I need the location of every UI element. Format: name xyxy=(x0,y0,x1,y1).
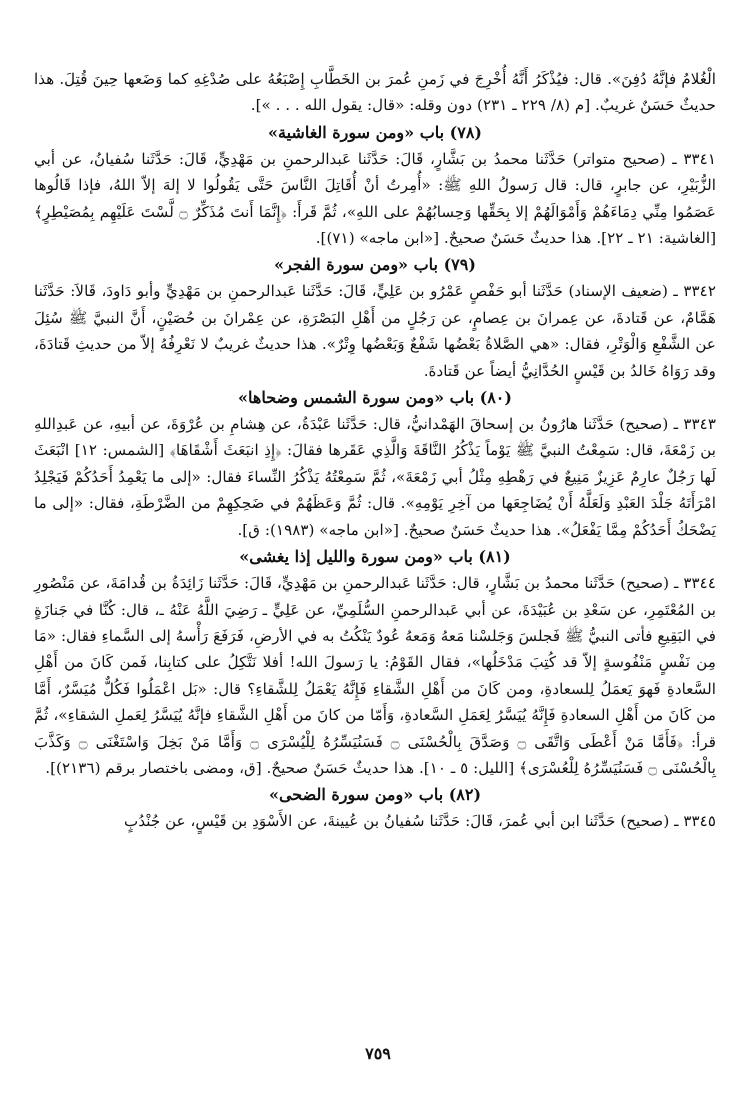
hadith-3343: ٣٣٤٣ ـ (صحيح) حَدَّثَنا هارُونُ بن إسحاقَ الهَمْدانيُّ، قال: حَدَّثَنا عَبْدَةُ، عن هِشامِ بن عُرْوَةَ، عن أبيهِ، عن عَبدِاللهِ بن زَمْعَةَ، قال: سَمِعْتُ النبيَّ ﷺ يَوْماً يَذْكُرُ النَّاقَةَ وَالَّذِي عَقَرها فقالَ: ﴿إِذِ انبَعَثَ أَشْقَاهَا﴾ [الشمس: ١٢] انْبَعَثَ لَها رَجُلٌ عارِمٌ عَزِيزٌ مَنِيعٌ في رَهْطِهِ مِثْلُ أبي زَمْعَةَ»، ثُمَّ سَمِعْتُهُ يَذْكُرُ النِّساءَ فقال: «إلى ما يَعْمِدُ أَحَدُكُمْ فَيَجْلِدُ امْرَأَتَهُ جَلْدَ العَبْدِ وَلَعَلَّهُ أَنْ يُضَاجِعَها من آخِرِ يَوْمِهِ». قال: ثُمَّ وَعَظَهُمْ في ضَحِكِهِمْ من الضَّرْطَةِ، فقال: «إلى ما يَضْحَكُ أَحَدُكُمْ مِمَّا يَفْعَلُ». هذا حديثٌ حَسَنٌ صحيحٌ. [«ابن ماجه» (١٩٨٣): ق]. xyxy=(34,415,717,539)
chapter-heading-79: (٧٩) باب «ومن سورة الفجر» xyxy=(274,255,476,275)
chapter-heading-78: (٧٨) باب «ومن سورة الغاشية» xyxy=(268,122,482,142)
hadith-3344: ٣٣٤٤ ـ (صحيح) حَدَّثَنا محمدُ بن بَشَّارٍ، قال: حَدَّثَنا عَبدالرحمنِ بن مَهْدِيٍّ، قَالَ: حَدَّثَنا زَائِدَةُ بن قُدامَةَ، عن مَنْصُورِ بن المُعْتَمِرِ، عن سَعْدِ بن عُبَيْدَةَ، عن أبي عَبدالرحمنِ السُّلَمِيِّ، عن عَلِيٍّ ـ رَضِيَ اللَّهُ عَنْهُ ـ، قال: كُنَّا في جَنازَةٍ في البَقِيعِ فأتى النبيُّ ﷺ فَجلسَ وَجَلسْنا مَعهُ وَمَعهُ عُودٌ يَنْكُتُ به في الأرضِ، فَرَفَعَ رَأْسهُ إلى السَّماءِ فقال: «مَا مِن نَفْسٍ مَنْفُوسةٍ إلاّ قد كُتِبَ مَدْخَلُها»، فقال القَوْمُ: يا رَسولَ الله! أفلا نَتَّكِلُ على كتابِنا، فَمن كَانَ من أَهْلِ السَّعادةِ فَهوَ يَعمَلُ لِلسعادةِ، ومن كَانَ من أَهْلِ الشَّقاءِ فَإِنَّهُ يَعْمَلُ لِلشَّقاءِ؟ قال: «بَل اعْمَلُوا فَكُلٌّ مُيَسَّرٌ، أَمَّا من كَانَ من أَهْلِ السعادةِ فَإِنَّهُ يُيَسَّرُ لِعَمَلِ السَّعادةِ، وَأَمّا من كانَ من أَهْلِ الشَّقاءِ فإنَّهُ يُيَسَّرُ لِعَملِ الشقاءِ»، ثُمَّ قرأ: ﴿فَأَمَّا مَنْ أَعْطَى وَاتَّقَى ۝ وَصَدَّقَ بِالْحُسْنَى ۝ فَسَنُيَسِّرُهُ لِلْيُسْرَى ۝ وَأَمَّا مَنْ بَخِلَ وَاسْتَغْنَى ۝ وَكَذَّبَ بِالْحُسْنَى ۝ فَسَنُيَسِّرُهُ لِلْعُسْرَى﴾ [الليل: ٥ ـ ١٠]. هذا حديثٌ حَسَنٌ صحيحٌ. [ق، ومضى باختصار برقم (٢١٣٦)]. xyxy=(34,574,716,777)
chapter-heading-81: (٨١) باب «ومن سورة والليل إذا يغشى» xyxy=(239,547,511,567)
chapter-heading-80: (٨٠) باب «ومن سورة الشمس وضحاها» xyxy=(238,388,512,408)
hadith-3341: ٣٣٤١ ـ (صحيح متواتر) حَدَّثَنا محمدُ بن بَشَّارٍ، قَالَ: حَدَّثَنا عَبدالرحمنِ بن مَهْدِيٍّ، قَالَ: حَدَّثَنا سُفيانُ، عن أبي الزُّبَيْرِ، عن جابرٍ، قال: قال رَسولُ اللهِ ﷺ: «أُمِرتُ أنْ أُقَاتِلَ النَّاسَ حَتَّى يَقُولُوا لا إلهَ إلاّ اللهُ، فإذا قَالُوها عَصَمُوا مِنِّي دِمَاءَهُمْ وَأَمْوَالَهُمْ إلا بِحَقِّها وَحِسابُهُمْ على اللهِ»، ثُمَّ قَرأَ: ﴿إِنَّمَا أَنتَ مُذَكِّرٌ ۝ لَّسْتَ عَلَيْهِم بِمُصَيْطِرٍ﴾ [الغاشية: ٢١ ـ ٢٢]. هذا حديثٌ حَسَنٌ صحيحٌ. [«ابن ماجه» (٧١)]. xyxy=(34,149,716,248)
hadith-3345: ٣٣٤٥ ـ (صحيح) حَدَّثَنا ابن أبي عُمرَ، قَالَ: حَدَّثَنا سُفيانُ بن عُيينةَ، عن الأَسْوَدِ بن قَيْسٍ، عن جُنْدُبٍ xyxy=(124,812,716,831)
chapter-heading-82: (٨٢) باب «ومن سورة الضحى» xyxy=(268,785,482,805)
paragraph-continuation: الْغُلامُ فإنَّهُ دُفِنَ». قال: فيُذْكَرُ أَنَّهُ أُخْرِجَ في زَمنِ عُمرَ بن الخَطَّابِ إِصْبَعُهُ على صُدْغِهِ كما وَضَعها حِينَ قُتِلَ. هذا حديثٌ حَسَنٌ غريبٌ. [م (٨/ ٢٢٩ ـ ٢٣١) دون وقله: «قال: يقول الله . . . »]. xyxy=(34,70,716,115)
hadith-3342: ٣٣٤٢ ـ (ضعيف الإسناد) حَدَّثَنا أبو حَفْصٍ عَمْرُو بن عَلِيٍّ، قَالَ: حَدَّثَنا عَبدالرحمنِ بن مَهْدِيٍّ وأبو دَاودَ، قَالاَ: حَدَّثَنا هَمَّامٌ، عن قَتادةَ، عن عِمرانَ بن عِصامٍ، عن رَجُلٍ من أَهْلِ البَصْرَةِ، عن عِمْرانَ بن حُصَيْنٍ، أَنَّ النبيَّ ﷺ سُئِلَ عن الشَّفْعِ وَالْوَتْرِ، فقال: «هي الصَّلاةُ بَعْضُها شَفْعٌ وَبَعْضُها وِتْرٌ». هذا حديثٌ غريبٌ لا نَعْرِفُهُ إلاّ من حديثِ قَتادَةَ، وقد رَوَاهُ خَالدُ بن قَيْسٍ الحُدَّانِيُّ أيضاً عن قَتادةَ. xyxy=(34,282,716,380)
page-number: ٧٥٩ xyxy=(365,1044,391,1063)
